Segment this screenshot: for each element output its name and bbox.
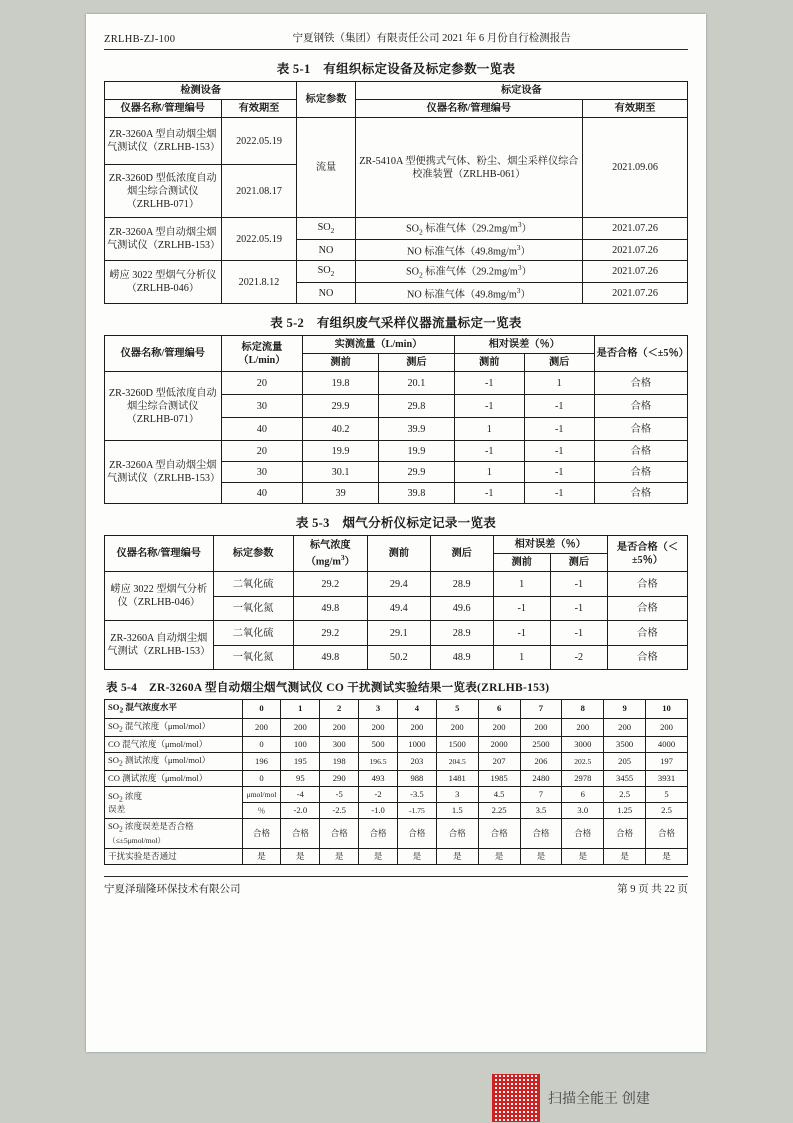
cell: 合格 bbox=[359, 819, 398, 848]
sub-header-before: 测前 bbox=[493, 554, 550, 572]
table-54 bbox=[104, 699, 688, 864]
param-name: $SO_2$ bbox=[297, 261, 355, 283]
watermark bbox=[492, 1074, 650, 1122]
level-value: 5 bbox=[436, 700, 478, 718]
cell: 200 bbox=[397, 718, 436, 736]
measured-before: 49.4 bbox=[367, 596, 430, 621]
cell: 195 bbox=[281, 752, 320, 770]
qr-code-icon bbox=[492, 1074, 540, 1122]
standard-valid-until: 2021.07.26 bbox=[583, 283, 688, 304]
header-after: 测后 bbox=[430, 536, 493, 572]
cell: -2.5 bbox=[320, 803, 359, 819]
table-51-title: 表 5-1 有组织标定设备及标定参数一览表 bbox=[276, 62, 516, 76]
cell: -4 bbox=[281, 787, 320, 803]
cell: 3500 bbox=[604, 736, 646, 752]
cell: -1.0 bbox=[359, 803, 398, 819]
table-row bbox=[105, 787, 688, 803]
cell: 1.25 bbox=[604, 803, 646, 819]
cell: -3.5 bbox=[397, 787, 436, 803]
qualified: 合格 bbox=[594, 418, 687, 441]
footer-page-number: 第 9 页 共 22 页 bbox=[617, 883, 688, 895]
table-52-title: 表 5-2 有组织废气采样仪器流量标定一览表 bbox=[270, 316, 522, 331]
cell: 100 bbox=[281, 736, 320, 752]
cell: 200 bbox=[520, 718, 562, 736]
measured-before: 30.1 bbox=[303, 462, 379, 483]
error-before: 1 bbox=[454, 462, 524, 483]
error-after: -1 bbox=[550, 596, 607, 621]
cell: 是 bbox=[320, 848, 359, 864]
cell: 493 bbox=[359, 771, 398, 787]
cell: 1000 bbox=[397, 736, 436, 752]
table-row bbox=[105, 536, 688, 554]
page-header bbox=[104, 30, 688, 50]
row-label: SO2 混气浓度（μmol/mol） bbox=[105, 718, 243, 736]
level-value: 0 bbox=[242, 700, 281, 718]
sub-header-valid-right: 有效期至 bbox=[583, 100, 688, 118]
table-row bbox=[105, 336, 688, 354]
watermark-text: 扫描全能王 创建 bbox=[548, 1090, 650, 1106]
cell: 是 bbox=[604, 848, 646, 864]
error-after: -1 bbox=[524, 418, 594, 441]
standard-gas: $SO_2$ 标准气体$(29.2mg/m^3)$ bbox=[355, 218, 582, 240]
measured-after: 39.8 bbox=[378, 483, 454, 504]
table-row bbox=[105, 736, 688, 752]
valid-until: 2022.05.19 bbox=[221, 218, 297, 261]
document-page bbox=[86, 14, 706, 1052]
sub-header-name-right: 仪器名称/管理编号 bbox=[355, 100, 582, 118]
level-value: 3 bbox=[359, 700, 398, 718]
cell: 95 bbox=[281, 771, 320, 787]
header-instrument: 仪器名称/管理编号 bbox=[105, 536, 214, 572]
header-title: 宁夏钢铁（集团）有限责任公司 2021 年 6 月份自行检测报告 bbox=[292, 33, 571, 44]
header-set-flow: 标定流量（L/min） bbox=[221, 336, 303, 372]
qualified: 合格 bbox=[607, 621, 687, 646]
header-instrument: 仪器名称/管理编号 bbox=[105, 336, 222, 372]
table-row bbox=[105, 100, 688, 118]
cell: -5 bbox=[320, 787, 359, 803]
table-row bbox=[105, 718, 688, 736]
measured-after: 28.9 bbox=[430, 572, 493, 597]
set-flow: 30 bbox=[221, 395, 303, 418]
level-value: 10 bbox=[646, 700, 688, 718]
table-54-title: 表 5-4 ZR-3260A 型自动烟尘烟气测试仪 CO 干扰测试实验结果一览表(ZRLHB-153) bbox=[106, 682, 550, 695]
cell: 203 bbox=[397, 752, 436, 770]
measured-before: 19.9 bbox=[303, 441, 379, 462]
header-qualified: 是否合格（＜±5％） bbox=[607, 536, 687, 572]
cell: 2000 bbox=[478, 736, 520, 752]
standard-concentration: 29.2 bbox=[293, 621, 367, 646]
cell: 202.5 bbox=[562, 752, 604, 770]
header-param: 标定参数 bbox=[213, 536, 293, 572]
table-row bbox=[105, 752, 688, 770]
cell: 是 bbox=[436, 848, 478, 864]
header-level: SO2 混气浓度水平 bbox=[105, 700, 243, 718]
param-name: NO bbox=[297, 240, 355, 261]
level-value: 2 bbox=[320, 700, 359, 718]
error-after: -1 bbox=[524, 441, 594, 462]
calibration-valid-until: 2021.09.06 bbox=[583, 118, 688, 218]
row-label-error: SO2 浓度 误差 bbox=[105, 787, 243, 819]
error-after: -1 bbox=[524, 483, 594, 504]
cell: 198 bbox=[320, 752, 359, 770]
group-header-param: 标定参数 bbox=[297, 82, 355, 118]
cell: 合格 bbox=[281, 819, 320, 848]
table-53 bbox=[104, 535, 688, 670]
cell: 是 bbox=[281, 848, 320, 864]
instrument-name: 崂应 3022 型烟气分析仪（ZRLHB-046） bbox=[105, 261, 222, 304]
cell: 200 bbox=[646, 718, 688, 736]
cell: 2.25 bbox=[478, 803, 520, 819]
sub-header-after: 测后 bbox=[550, 554, 607, 572]
cell: 988 bbox=[397, 771, 436, 787]
cell: 196 bbox=[242, 752, 281, 770]
valid-until: 2021.08.17 bbox=[221, 165, 297, 218]
param-name: 一氧化氮 bbox=[213, 596, 293, 621]
table-row bbox=[105, 771, 688, 787]
measured-after: 28.9 bbox=[430, 621, 493, 646]
cell: 200 bbox=[604, 718, 646, 736]
cell: 197 bbox=[646, 752, 688, 770]
set-flow: 30 bbox=[221, 462, 303, 483]
param-name: 二氧化硫 bbox=[213, 572, 293, 597]
param-name: 二氧化硫 bbox=[213, 621, 293, 646]
set-flow: 40 bbox=[221, 483, 303, 504]
qualified: 合格 bbox=[594, 395, 687, 418]
cell: 1500 bbox=[436, 736, 478, 752]
measured-before: 29.1 bbox=[367, 621, 430, 646]
sub-header-after: 测后 bbox=[524, 354, 594, 372]
level-value: 4 bbox=[397, 700, 436, 718]
measured-before: 40.2 bbox=[303, 418, 379, 441]
set-flow: 20 bbox=[221, 441, 303, 462]
measured-before: 50.2 bbox=[367, 645, 430, 670]
cell: 207 bbox=[478, 752, 520, 770]
table-row bbox=[105, 261, 688, 283]
row-label: SO2 测试浓度（μmol/mol） bbox=[105, 752, 243, 770]
table-row bbox=[105, 700, 688, 718]
error-after: 1 bbox=[524, 372, 594, 395]
standard-gas: NO 标准气体$(49.8mg/m^3)$ bbox=[355, 283, 582, 304]
error-before: -1 bbox=[454, 483, 524, 504]
cell: 1985 bbox=[478, 771, 520, 787]
level-value: 8 bbox=[562, 700, 604, 718]
measured-after: 29.9 bbox=[378, 462, 454, 483]
instrument-name: ZR-3260D 型低浓度自动烟尘综合测试仪（ZRLHB-071） bbox=[105, 372, 222, 441]
error-after: -2 bbox=[550, 645, 607, 670]
cell: 合格 bbox=[242, 819, 281, 848]
header-before: 测前 bbox=[367, 536, 430, 572]
error-before: 1 bbox=[454, 418, 524, 441]
qualified: 合格 bbox=[594, 483, 687, 504]
measured-before: 19.8 bbox=[303, 372, 379, 395]
cell: 是 bbox=[359, 848, 398, 864]
param-name: $SO_2$ bbox=[297, 218, 355, 240]
valid-until: 2022.05.19 bbox=[221, 118, 297, 165]
calibration-device-name: ZR-5410A 型便携式气体、粉尘、烟尘采样仪综合校准装置（ZRLHB-061） bbox=[355, 118, 582, 218]
cell: -2.0 bbox=[281, 803, 320, 819]
footer-company: 宁夏泽瑞隆环保技术有限公司 bbox=[104, 883, 241, 895]
table-row bbox=[105, 819, 688, 848]
qualified: 合格 bbox=[607, 596, 687, 621]
error-before: -1 bbox=[454, 441, 524, 462]
error-after: -1 bbox=[550, 621, 607, 646]
instrument-name: ZR-3260A 型自动烟尘烟气测试仪（ZRLHB-153） bbox=[105, 218, 222, 261]
document-code: ZRLHB-ZJ-100 bbox=[104, 34, 176, 45]
cell: 1.5 bbox=[436, 803, 478, 819]
param-name: NO bbox=[297, 283, 355, 304]
measured-before: 29.4 bbox=[367, 572, 430, 597]
cell: 合格 bbox=[397, 819, 436, 848]
cell: 4000 bbox=[646, 736, 688, 752]
cell: -1.75 bbox=[397, 803, 436, 819]
cell: 2.5 bbox=[604, 787, 646, 803]
cell: 是 bbox=[478, 848, 520, 864]
cell: 3455 bbox=[604, 771, 646, 787]
standard-valid-until: 2021.07.26 bbox=[583, 261, 688, 283]
cell: 合格 bbox=[320, 819, 359, 848]
table-row bbox=[105, 118, 688, 165]
table-row bbox=[105, 621, 688, 646]
error-after: -1 bbox=[550, 572, 607, 597]
header-standard-concentration: 标气浓度 $(mg/m^3)$ bbox=[293, 536, 367, 572]
error-after: -1 bbox=[524, 462, 594, 483]
row-label: CO 测试浓度（μmol/mol） bbox=[105, 771, 243, 787]
cell: 4.5 bbox=[478, 787, 520, 803]
instrument-name: ZR-3260D 型低浓度自动烟尘综合测试仪（ZRLHB-071） bbox=[105, 165, 222, 218]
cell: 200 bbox=[359, 718, 398, 736]
cell: 合格 bbox=[604, 819, 646, 848]
cell: 合格 bbox=[520, 819, 562, 848]
table-row bbox=[105, 848, 688, 864]
cell: 是 bbox=[242, 848, 281, 864]
instrument-name: ZR-3260A 型自动烟尘烟气测试仪（ZRLHB-153） bbox=[105, 441, 222, 504]
table-row bbox=[105, 572, 688, 597]
error-before: -1 bbox=[454, 395, 524, 418]
error-before: 1 bbox=[493, 645, 550, 670]
instrument-name: ZR-3260A 自动烟尘烟气测试（ZRLHB-153） bbox=[105, 621, 214, 670]
header-qualified: 是否合格（＜±5％） bbox=[594, 336, 687, 372]
measured-before: 39 bbox=[303, 483, 379, 504]
qualified: 合格 bbox=[607, 572, 687, 597]
standard-gas: NO 标准气体$(49.8mg/m^3)$ bbox=[355, 240, 582, 261]
cell: 2.5 bbox=[646, 803, 688, 819]
row-label-pass: 干扰实验是否通过 bbox=[105, 848, 243, 864]
measured-before: 29.9 bbox=[303, 395, 379, 418]
cell: 300 bbox=[320, 736, 359, 752]
set-flow: 40 bbox=[221, 418, 303, 441]
qualified: 合格 bbox=[594, 462, 687, 483]
group-header-detection: 检测设备 bbox=[105, 82, 297, 100]
measured-after: 29.8 bbox=[378, 395, 454, 418]
cell: 200 bbox=[242, 718, 281, 736]
instrument-name: ZR-3260A 型自动烟尘烟气测试仪（ZRLHB-153） bbox=[105, 118, 222, 165]
sub-header-valid-left: 有效期至 bbox=[221, 100, 297, 118]
cell: 200 bbox=[562, 718, 604, 736]
table-51 bbox=[104, 81, 688, 304]
cell: 3000 bbox=[562, 736, 604, 752]
table-row bbox=[105, 218, 688, 240]
standard-concentration: 49.8 bbox=[293, 596, 367, 621]
standard-gas: $SO_2$ 标准气体$(29.2mg/m^3)$ bbox=[355, 261, 582, 283]
page-footer bbox=[104, 876, 688, 896]
valid-until: 2021.8.12 bbox=[221, 261, 297, 304]
cell: 合格 bbox=[562, 819, 604, 848]
cell: 3 bbox=[436, 787, 478, 803]
error-before: 1 bbox=[493, 572, 550, 597]
instrument-name: 崂应 3022 型烟气分析仪（ZRLHB-046） bbox=[105, 572, 214, 621]
cell: 200 bbox=[436, 718, 478, 736]
param-name: 一氧化氮 bbox=[213, 645, 293, 670]
cell: -2 bbox=[359, 787, 398, 803]
error-unit: μmol/mol bbox=[242, 787, 281, 803]
qualified: 合格 bbox=[594, 372, 687, 395]
level-value: 6 bbox=[478, 700, 520, 718]
cell: 是 bbox=[646, 848, 688, 864]
standard-concentration: 29.2 bbox=[293, 572, 367, 597]
measured-after: 48.9 bbox=[430, 645, 493, 670]
error-after: -1 bbox=[524, 395, 594, 418]
qualified: 合格 bbox=[594, 441, 687, 462]
cell: 是 bbox=[397, 848, 436, 864]
sub-header-after: 测后 bbox=[378, 354, 454, 372]
table-53-title: 表 5-3 烟气分析仪标定记录一览表 bbox=[295, 516, 497, 531]
cell: 7 bbox=[520, 787, 562, 803]
cell: 是 bbox=[562, 848, 604, 864]
cell: 是 bbox=[520, 848, 562, 864]
table-row bbox=[105, 82, 688, 100]
error-before: -1 bbox=[493, 621, 550, 646]
cell: 合格 bbox=[478, 819, 520, 848]
measured-after: 49.6 bbox=[430, 596, 493, 621]
measured-after: 20.1 bbox=[378, 372, 454, 395]
error-before: -1 bbox=[454, 372, 524, 395]
level-value: 7 bbox=[520, 700, 562, 718]
sub-header-name-left: 仪器名称/管理编号 bbox=[105, 100, 222, 118]
cell: 2480 bbox=[520, 771, 562, 787]
cell: 196.5 bbox=[359, 752, 398, 770]
cell: 2978 bbox=[562, 771, 604, 787]
cell: 合格 bbox=[436, 819, 478, 848]
cell: 3931 bbox=[646, 771, 688, 787]
cell: 205 bbox=[604, 752, 646, 770]
header-relative-error: 相对误差（％） bbox=[493, 536, 607, 554]
table-row bbox=[105, 372, 688, 395]
cell: 1481 bbox=[436, 771, 478, 787]
error-before: -1 bbox=[493, 596, 550, 621]
cell: 200 bbox=[320, 718, 359, 736]
header-relative-error: 相对误差（％） bbox=[454, 336, 594, 354]
table-52 bbox=[104, 335, 688, 504]
cell: 0 bbox=[242, 736, 281, 752]
cell: 5 bbox=[646, 787, 688, 803]
cell: 3.0 bbox=[562, 803, 604, 819]
cell: 206 bbox=[520, 752, 562, 770]
cell: 500 bbox=[359, 736, 398, 752]
qualified: 合格 bbox=[607, 645, 687, 670]
cell: 204.5 bbox=[436, 752, 478, 770]
sub-header-before: 测前 bbox=[303, 354, 379, 372]
cell: 200 bbox=[478, 718, 520, 736]
group-header-calibration: 标定设备 bbox=[355, 82, 687, 100]
standard-valid-until: 2021.07.26 bbox=[583, 218, 688, 240]
table-row bbox=[105, 441, 688, 462]
error-unit: ％ bbox=[242, 803, 281, 819]
cell: 合格 bbox=[646, 819, 688, 848]
standard-concentration: 49.8 bbox=[293, 645, 367, 670]
cell: 3.5 bbox=[520, 803, 562, 819]
level-value: 1 bbox=[281, 700, 320, 718]
set-flow: 20 bbox=[221, 372, 303, 395]
row-label-qualified: SO2 浓度误差是否合格 （≤±5μmol/mol） bbox=[105, 819, 243, 848]
cell: 0 bbox=[242, 771, 281, 787]
cell: 200 bbox=[281, 718, 320, 736]
cell: 290 bbox=[320, 771, 359, 787]
param-flow: 流量 bbox=[297, 118, 355, 218]
cell: 6 bbox=[562, 787, 604, 803]
header-measured-flow: 实测流量（L/min） bbox=[303, 336, 455, 354]
sub-header-before: 测前 bbox=[454, 354, 524, 372]
standard-valid-until: 2021.07.26 bbox=[583, 240, 688, 261]
cell: 2500 bbox=[520, 736, 562, 752]
measured-after: 19.9 bbox=[378, 441, 454, 462]
row-label: CO 混气浓度（μmol/mol） bbox=[105, 736, 243, 752]
level-value: 9 bbox=[604, 700, 646, 718]
measured-after: 39.9 bbox=[378, 418, 454, 441]
